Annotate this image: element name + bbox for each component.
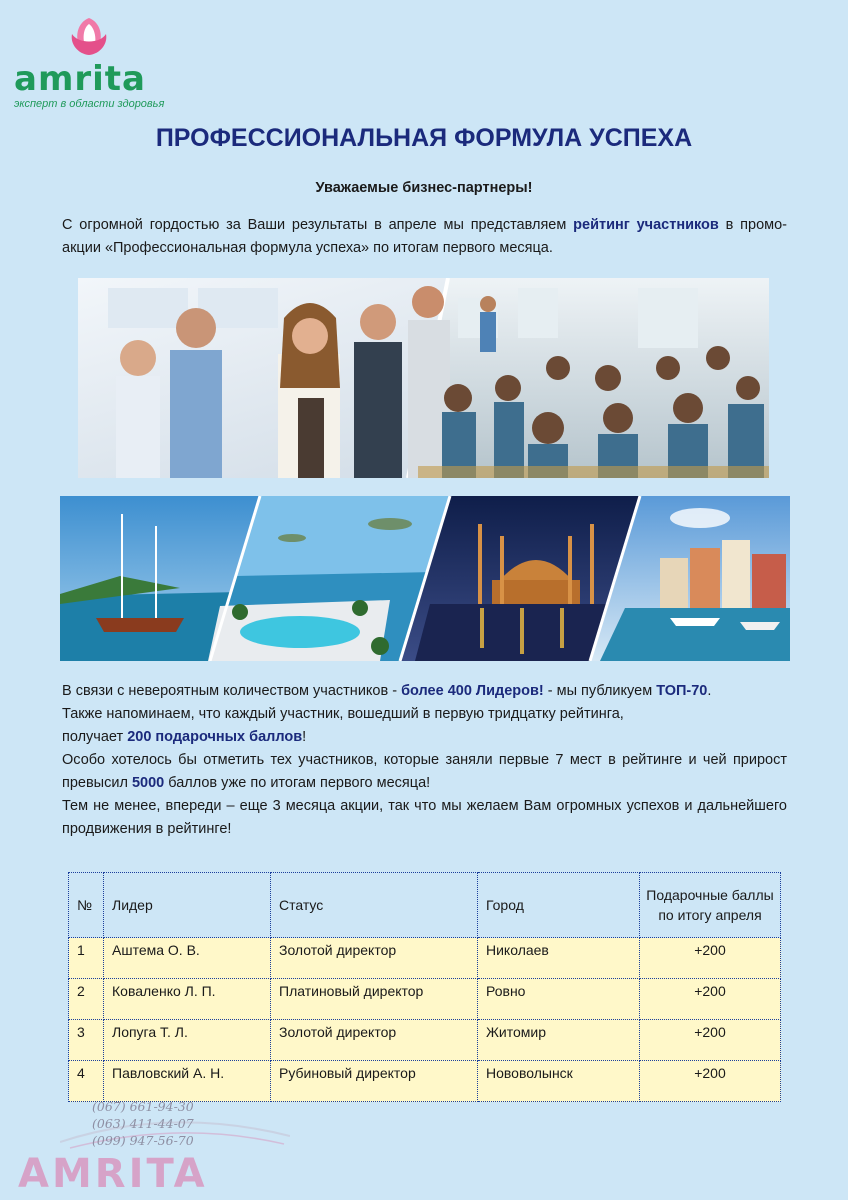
body-line-4: Особо хотелось бы отметить тех участников, которые заняли первые 7 мест в рейтинге и чей прирост превысил 5000 баллов уже по итогам первого месяца! (62, 752, 787, 791)
lotus-flower-icon (66, 14, 112, 58)
cell-status: Золотой директор (271, 938, 478, 979)
cell-status: Золотой директор (271, 1020, 478, 1061)
cell-number: 2 (69, 979, 104, 1020)
travel-photo-strip (60, 496, 790, 661)
intro-paragraph: С огромной гордостью за Ваши результаты в апреле мы представляем рейтинг участников в промо-акции «Профессиональная формула успеха» по итогам первого месяца. (62, 217, 787, 256)
cell-points: +200 (640, 1020, 781, 1061)
cell-leader: Лопуга Т. Л. (104, 1020, 271, 1061)
body-line-1: В связи с невероятным количеством участников - более 400 Лидеров! - мы публикуем ТОП-70. (62, 683, 712, 699)
cell-points: +200 (640, 938, 781, 979)
body-line-5: Тем не менее, впереди – еще 3 месяца акции, так что мы желаем Вам огромных успехов и дальнейшего продвижения в рейтинге! (62, 798, 787, 837)
table-row (69, 1020, 781, 1061)
phone-number: (063) 411-44-07 (92, 1116, 194, 1131)
cell-points: +200 (640, 1061, 781, 1102)
cell-points: +200 (640, 979, 781, 1020)
greeting: Уважаемые бизнес-партнеры! (315, 180, 533, 196)
cell-city: Житомир (478, 1020, 640, 1061)
cell-number: 3 (69, 1020, 104, 1061)
business-photo-collage (78, 278, 769, 478)
body-line-3: получает 200 подарочных баллов! (62, 729, 307, 745)
body-text (62, 680, 787, 841)
logo-tagline: эксперт в области здоровья (14, 98, 165, 110)
logo-wordmark: amrita (14, 59, 146, 99)
cell-status: Платиновый директор (271, 979, 478, 1020)
cell-leader: Аштема О. В. (104, 938, 271, 979)
header-status: Статус (271, 873, 478, 938)
footer-brand-watermark: AMRITA (18, 1151, 208, 1197)
cell-leader: Павловский А. Н. (104, 1061, 271, 1102)
amrita-logo (12, 14, 182, 110)
page-title: ПРОФЕССИОНАЛЬНАЯ ФОРМУЛА УСПЕХА (155, 124, 693, 152)
cell-city: Николаев (478, 938, 640, 979)
table-header-row (69, 873, 781, 938)
cell-number: 1 (69, 938, 104, 979)
cell-number: 4 (69, 1061, 104, 1102)
cell-leader: Коваленко Л. П. (104, 979, 271, 1020)
header-number: № (69, 873, 104, 938)
phone-number: (099) 947-56-70 (92, 1133, 194, 1148)
phone-number: (067) 661-94-30 (92, 1099, 194, 1114)
rating-table (68, 872, 781, 1102)
table-row (69, 979, 781, 1020)
header-leader: Лидер (104, 873, 271, 938)
table-row (69, 1061, 781, 1102)
body-line-2: Также напоминаем, что каждый участник, вошедший в первую тридцатку рейтинга, (62, 706, 624, 722)
header-points: Подарочные баллы по итогу апреля (640, 873, 781, 938)
phone-list (92, 1098, 194, 1149)
cell-city: Ровно (478, 979, 640, 1020)
table-row (69, 938, 781, 979)
cell-city: Нововолынск (478, 1061, 640, 1102)
header-city: Город (478, 873, 640, 938)
intro-highlight: рейтинг участников (573, 217, 719, 233)
cell-status: Рубиновый директор (271, 1061, 478, 1102)
